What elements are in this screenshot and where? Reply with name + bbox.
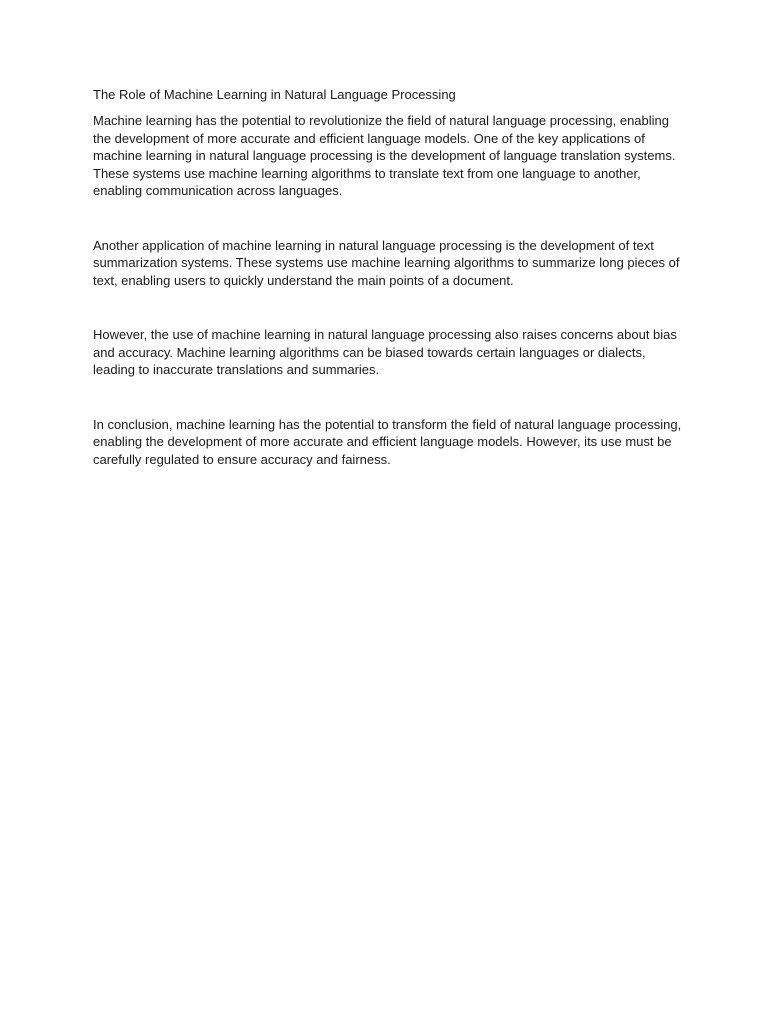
- paragraph-summarization: Another application of machine learning in natural language processing is the development of text summarization systems. These systems use machine learning algorithms to summarize long pieces of text, enabling users to quickly understand the main points of a document.: [93, 237, 680, 288]
- paragraph-intro: Machine learning has the potential to revolutionize the field of natural language processing, enabling the development of more accurate and efficient language models. One of the key applications of machine learning in natural language processing is the development of language translation systems. These systems use machine learning algorithms to translate text from one language to another, enabling communication across languages.: [93, 113, 676, 198]
- document-page: [93, 86, 683, 468]
- document-title: The Role of Machine Learning in Natural Language Processing: [93, 87, 456, 102]
- paragraph-bias-concerns: However, the use of machine learning in natural language processing also raises concerns about bias and accuracy. Machine learning algorithms can be biased towards certain languages or dialects, leading to inaccurate translations and summaries.: [93, 327, 677, 377]
- paragraph-conclusion: In conclusion, machine learning has the potential to transform the field of natural language processing, enabling the development of more accurate and efficient language models. However, its use must be carefully regulated to ensure accuracy and fairness.: [93, 416, 682, 467]
